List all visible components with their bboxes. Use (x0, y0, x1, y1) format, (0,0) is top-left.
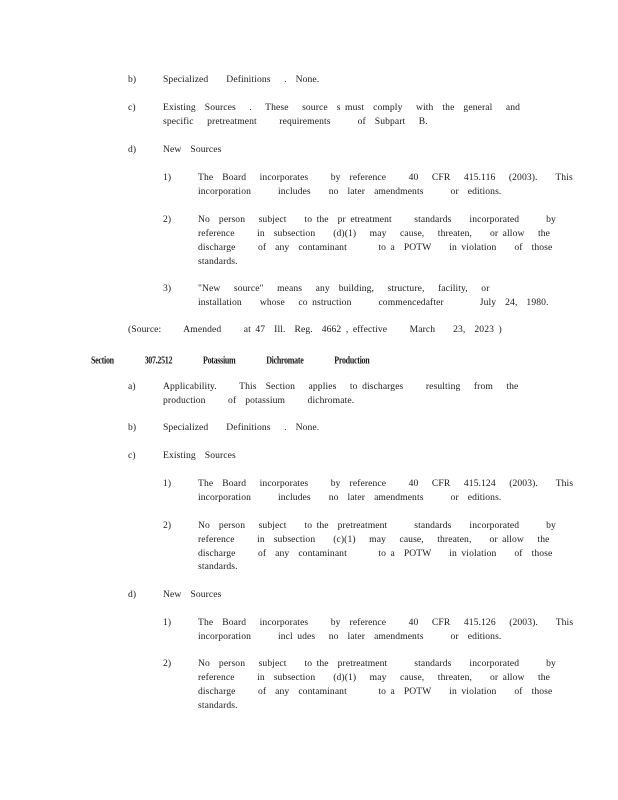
item-d-label: d) (128, 144, 137, 155)
item-b2-text: Specialized Definitions . None. (163, 422, 320, 433)
item-d2-2-line-3: discharge of any contaminant to a POTW in violation of those (198, 686, 553, 697)
item-d2-2-line-2: reference in subsection (d)(1) may cause, threaten, or allow the (198, 672, 551, 683)
item-d-2-label: 2) (163, 214, 172, 225)
item-c2-text: Existing Sources (163, 450, 236, 461)
item-c-line-1: Existing Sources . These source s must comply with the general and (163, 102, 521, 113)
item-d2-label: d) (128, 589, 137, 600)
item-d2-2-line-1: No person subject to the pretreatment standards incorporated by (198, 658, 556, 669)
item-d-2-line-4: standards. (198, 256, 238, 267)
item-d-2-line-3: discharge of any contaminant to a POTW in violation of those (198, 242, 553, 253)
source-note: (Source: Amended at 47 Ill. Reg. 4662 , effective March 23, 2023 ) (128, 324, 502, 335)
item-c-label: c) (128, 102, 136, 113)
item-a2-line-1: Applicability. This Section applies to discharges resulting from the (163, 381, 519, 392)
item-b-text: Specialized Definitions . None. (163, 74, 320, 85)
item-d2-2-line-4: standards. (198, 700, 238, 711)
item-b-label: b) (128, 74, 137, 85)
item-d-1-label: 1) (163, 172, 172, 183)
item-c2-2-line-1: No person subject to the pretreatment standards incorporated by (198, 520, 556, 531)
section-heading: Section 307.2512 Potassium Dichromate Production (91, 354, 370, 366)
item-d2-1-label: 1) (163, 617, 172, 628)
item-d-1-line-1: The Board incorporates by reference 40 CFR 415.116 (2003). This (198, 172, 573, 183)
item-d-2-line-1: No person subject to the pr etreatment standards incorporated by (198, 214, 556, 225)
item-c2-1-label: 1) (163, 478, 172, 489)
item-c2-2-line-4: standards. (198, 561, 238, 572)
item-d2-text: New Sources (163, 589, 222, 600)
item-b2-label: b) (128, 422, 137, 433)
item-c2-label: c) (128, 450, 136, 461)
item-d2-2-label: 2) (163, 658, 172, 669)
item-d-text: New Sources (163, 144, 222, 155)
item-d-1-line-2: incorporation includes no later amendments or editions. (198, 186, 502, 197)
item-d2-1-line-2: incorporation incl udes no later amendments or editions. (198, 631, 502, 642)
item-d2-1-line-1: The Board incorporates by reference 40 CFR 415.126 (2003). This (198, 617, 574, 628)
item-d-3-line-1: "New source" means any building, structure, facility, or (198, 283, 490, 294)
item-c2-1-line-2: incorporation includes no later amendments or editions. (198, 492, 502, 503)
item-c2-2-label: 2) (163, 520, 172, 531)
item-c-line-2: specific pretreatment requirements of Subpart B. (163, 116, 428, 127)
item-c2-1-line-1: The Board incorporates by reference 40 CFR 415.124 (2003). This (198, 478, 574, 489)
item-c2-2-line-3: discharge of any contaminant to a POTW in violation of those (198, 548, 553, 559)
item-c2-2-line-2: reference in subsection (c)(1) may cause, threaten, or allow the (198, 534, 550, 545)
item-d-2-line-2: reference in subsection (d)(1) may cause, threaten, or allow the (198, 228, 551, 239)
item-d-3-label: 3) (163, 283, 172, 294)
item-a2-label: a) (128, 381, 136, 392)
item-d-3-line-2: installation whose co nstruction commencedafter July 24, 1980. (198, 297, 549, 308)
item-a2-line-2: production of potassium dichromate. (163, 395, 355, 406)
